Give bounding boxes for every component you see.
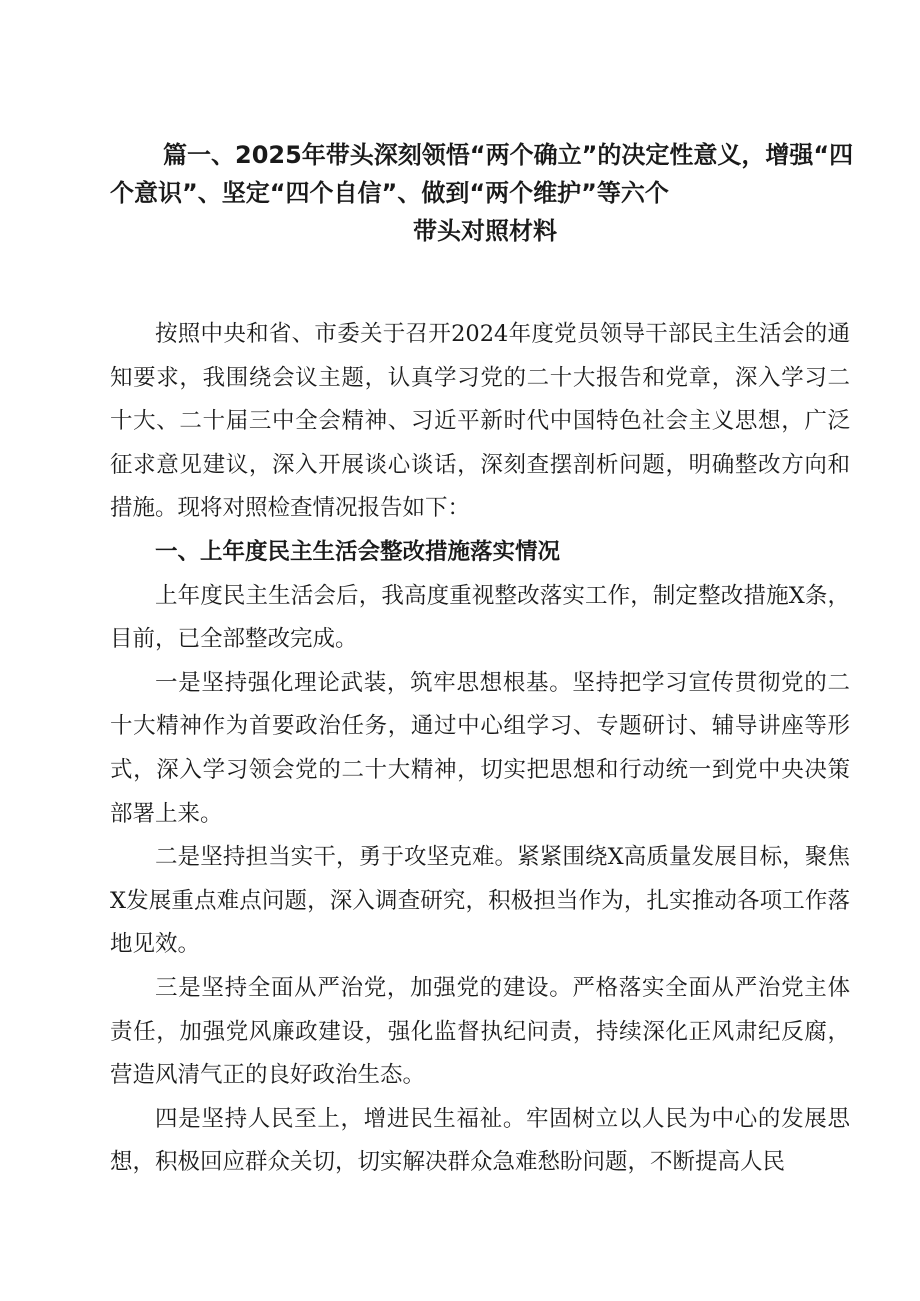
- document-title: [110, 136, 854, 250]
- title-line-3: 带头对照材料: [413, 217, 557, 245]
- title-line-2: 个意识”、坚定“四个自信”、做到“两个维护”等六个: [110, 179, 669, 207]
- section-summary-paragraph: 上年度民主生活会后，我高度重视整改落实工作，制定整改措施X条，目前，已全部整改完成。: [110, 582, 850, 653]
- title-line-1: 篇一、2025年带头深刻领悟“两个确立”的决定性意义，增强“四: [163, 141, 854, 169]
- point-3-paragraph: 三是坚持全面从严治党，加强党的建设。严格落实全面从严治党主体责任，加强党风廉政建设，强化监督执纪问责，持续深化正风肃纪反腐，营造风清气正的良好政治生态。: [110, 974, 850, 1089]
- section-heading: 一、上年度民主生活会整改措施落实情况: [155, 538, 561, 565]
- point-4-paragraph: 四是坚持人民至上，增进民生福祉。牢固树立以人民为中心的发展思想，积极回应群众关切，切实解决群众急难愁盼问题，不断提高人民: [110, 1105, 850, 1176]
- point-1-paragraph: 一是坚持强化理论武装，筑牢思想根基。坚持把学习宣传贯彻党的二十大精神作为首要政治任务，通过中心组学习、专题研讨、辅导讲座等形式，深入学习领会党的二十大精神，切实把思想和行动统一到党中央决策部署上来。: [110, 669, 850, 827]
- intro-paragraph: 按照中央和省、市委关于召开2024年度党员领导干部民主生活会的通知要求，我围绕会议主题，认真学习党的二十大报告和党章，深入学习二十大、二十届三中全会精神、习近平新时代中国特色社会主义思想，广泛征求意见建议，深入开展谈心谈话，深刻查摆剖析问题，明确整改方向和措施。现将对照检查情况报告如下：: [110, 321, 850, 522]
- point-2-paragraph: 二是坚持担当实干，勇于攻坚克难。紧紧围绕X高质量发展目标，聚焦X发展重点难点问题，深入调查研究，积极担当作为，扎实推动各项工作落地见效。: [110, 844, 850, 958]
- document-body: [110, 313, 850, 1185]
